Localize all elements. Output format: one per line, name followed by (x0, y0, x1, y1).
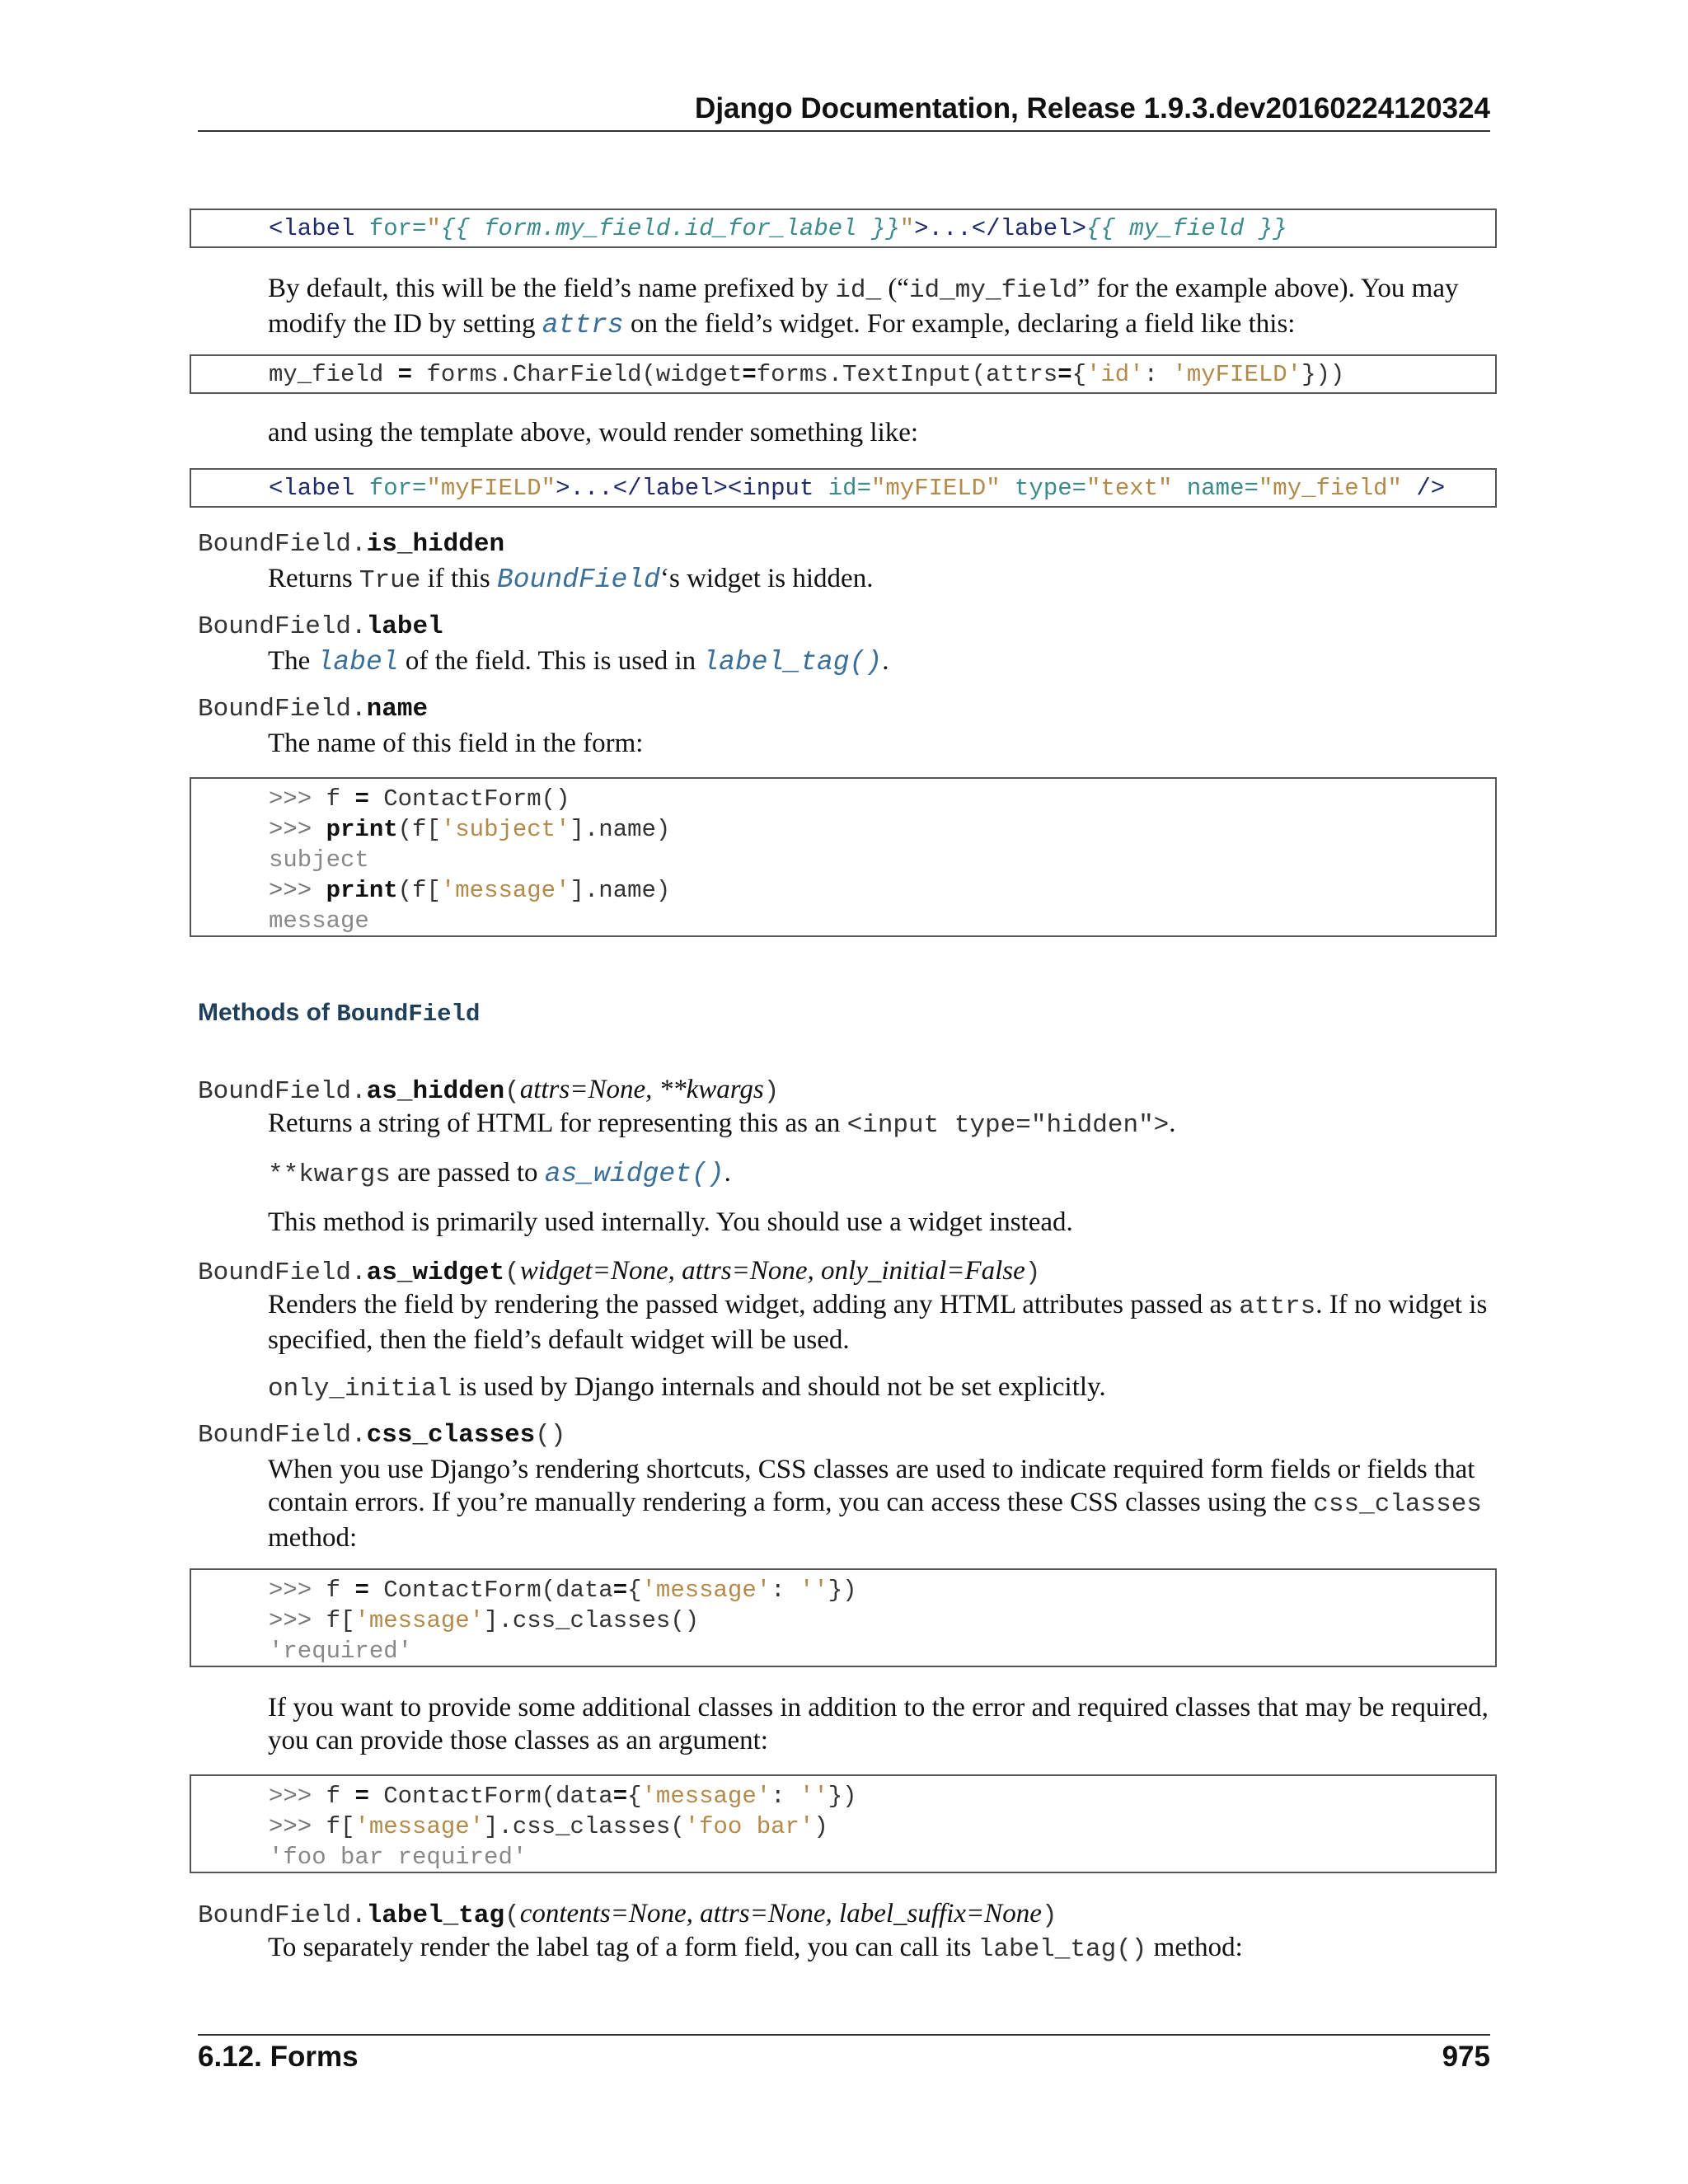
code-token: type= (1015, 475, 1087, 502)
code-token: id= (828, 475, 871, 502)
attrs-link[interactable]: attrs (542, 310, 624, 340)
code-token: >>> (269, 785, 326, 813)
sig-name: as_widget (366, 1258, 505, 1287)
code-token: 'subject' (440, 816, 570, 843)
code-output: 'required' (269, 1638, 413, 1665)
inline-code: id_my_field (908, 276, 1078, 305)
code-token: 'message' (641, 1577, 771, 1604)
sig-args: attrs=None, **kwargs (519, 1075, 764, 1104)
description-as-widget (268, 1288, 1493, 1357)
inline-code: css_classes (1313, 1490, 1482, 1519)
header-divider (198, 130, 1490, 132)
description-as-hidden (268, 1107, 1493, 1142)
inline-code: only_initial (268, 1375, 452, 1404)
text-run: . (882, 646, 889, 676)
text-run: . (1169, 1108, 1176, 1138)
section-heading-methods (198, 999, 480, 1028)
code-output: subject (269, 846, 369, 874)
signature-label-tag: BoundField.label_tag(contents=None, attrs=None, label_suffix=None) (198, 1899, 1057, 1930)
code-token: ContactForm() (368, 785, 570, 813)
code-token: print (326, 816, 398, 843)
signature-css-classes: BoundField.css_classes() (198, 1421, 566, 1450)
description-as-hidden-kwargs (268, 1156, 1493, 1192)
page-header-title: Django Documentation, Release 1.9.3.dev20160224120324 (695, 92, 1490, 124)
text-run: Returns a string of HTML for representing this as an (268, 1108, 847, 1138)
code-token: 'foo bar' (684, 1813, 814, 1840)
code-token: = (612, 1577, 628, 1604)
sig-name: css_classes (366, 1421, 536, 1450)
code-token: 'id' (1086, 361, 1144, 388)
code-token: >>> (269, 816, 326, 843)
footer-section-title: 6.12. Forms (198, 2041, 359, 2073)
sig-name: is_hidden (366, 530, 505, 559)
code-token: = (354, 1577, 369, 1604)
page-number: 975 (1442, 2041, 1490, 2073)
sig-name: label_tag (366, 1901, 505, 1930)
description-label-tag (268, 1931, 1493, 1966)
text-run: method: (1146, 1933, 1243, 1962)
sig-prefix: BoundField. (198, 1901, 367, 1930)
code-token: 'myFIELD' (1172, 361, 1302, 388)
code-token: "myFIELD" (870, 475, 1001, 502)
code-token: >>> (269, 1783, 326, 1810)
code-token: f (326, 785, 355, 813)
sig-prefix: BoundField. (198, 695, 367, 724)
text-run: ” for the example above). You may modify the ID by setting (268, 274, 1459, 339)
code-token: f[ (326, 1607, 355, 1634)
code-output: 'foo bar required' (269, 1844, 528, 1871)
text-run: ‘s widget is hidden. (659, 564, 874, 593)
code-output: message (269, 907, 369, 935)
inline-code: **kwargs (268, 1160, 391, 1189)
signature-label (198, 612, 443, 641)
code-token: = (612, 1783, 628, 1810)
code-token: (f[ (397, 877, 441, 904)
code-token: "text" (1086, 475, 1173, 502)
code-token: ].name) (570, 816, 671, 843)
code-block-css-classes (190, 1568, 1497, 1667)
code-token: ) (814, 1813, 828, 1840)
sig-prefix: BoundField. (198, 530, 367, 559)
boundfield-link[interactable]: BoundField (496, 565, 660, 595)
inline-code: attrs (1239, 1292, 1316, 1321)
paragraph-render-intro: and using the template above, would render something like: (268, 418, 919, 448)
code-block-label-template (190, 209, 1497, 248)
code-token: : (771, 1783, 799, 1810)
signature-as-hidden: BoundField.as_hidden(attrs=None, **kwargs) (198, 1075, 780, 1106)
code-token: ].css_classes( (484, 1813, 685, 1840)
code-token: >>> (269, 1813, 326, 1840)
label-tag-link[interactable]: label_tag() (702, 647, 883, 677)
code-token: ContactForm(data (368, 1783, 613, 1810)
code-block-name-example (190, 777, 1497, 937)
footer-divider (198, 2034, 1490, 2036)
code-token: = (1057, 361, 1072, 388)
code-token: "myFIELD" (426, 475, 556, 502)
code-token: 'message' (354, 1813, 485, 1840)
code-token: name= (1186, 475, 1259, 502)
code-token: >>> (269, 1607, 326, 1634)
code-token: })) (1301, 361, 1345, 388)
description-as-hidden-internal: This method is primarily used internally. You should use a widget instead. (268, 1207, 1073, 1237)
label-link[interactable]: label (316, 647, 399, 677)
code-token: 'message' (641, 1783, 771, 1810)
description-css-classes (268, 1453, 1493, 1554)
text-run: . If no widget is specified, then the field’s default widget will be used. (268, 1290, 1488, 1355)
sig-prefix: BoundField. (198, 1258, 367, 1287)
sig-prefix: BoundField. (198, 1077, 367, 1106)
paragraph-default-id (268, 272, 1493, 342)
text-run: By default, this will be the field’s name prefixed by (268, 274, 836, 303)
text-run: of the field. This is used in (398, 646, 703, 676)
code-block-rendered-html (190, 468, 1497, 508)
code-token: }) (828, 1783, 857, 1810)
code-token: <label (269, 475, 355, 502)
description-is-hidden (268, 562, 1493, 598)
inline-code: <input type="hidden"> (846, 1111, 1170, 1140)
code-token: = (397, 361, 413, 388)
code-token: forms.TextInput(attrs (756, 361, 1058, 388)
text-run: (“ (881, 274, 909, 303)
code-token: ].css_classes() (484, 1607, 700, 1634)
signature-is-hidden (198, 530, 504, 559)
code-token: for= (368, 215, 427, 242)
inline-code: True (359, 566, 421, 595)
inline-code: id_ (835, 276, 882, 305)
code-token: '' (799, 1577, 828, 1604)
code-token: ].name) (570, 877, 671, 904)
text-run: on the field’s widget. For example, declaring a field like this: (623, 309, 1296, 339)
as-widget-link[interactable]: as_widget() (544, 1159, 724, 1189)
code-token: '' (799, 1783, 828, 1810)
code-block-css-classes-args (190, 1774, 1497, 1873)
heading-code: BoundField (336, 1001, 481, 1028)
code-token: 'message' (354, 1607, 485, 1634)
code-token: }) (828, 1577, 857, 1604)
code-token: f[ (326, 1813, 355, 1840)
text-run: method: (268, 1523, 358, 1553)
code-token: /> (1416, 475, 1446, 502)
sig-name: as_hidden (366, 1077, 505, 1106)
code-token: {{ my_field }} (1086, 215, 1287, 242)
code-token: my_field (269, 361, 398, 388)
paragraph-additional-classes: If you want to provide some additional classes in addition to the error and required classes that may be required, you can provide those classes as an argument: (268, 1693, 1489, 1755)
code-token: { (627, 1783, 642, 1810)
sig-args: widget=None, attrs=None, only_initial=False (519, 1256, 1025, 1286)
sig-name: name (366, 695, 429, 724)
code-token: <label (269, 215, 355, 242)
code-token: (f[ (397, 816, 441, 843)
code-token: f (326, 1577, 355, 1604)
heading-text: Methods of (198, 999, 337, 1026)
code-token: ContactForm(data (368, 1577, 613, 1604)
sig-args: contents=None, attrs=None, label_suffix=None (519, 1899, 1042, 1929)
code-token: {{ form.my_field.id_for_label }} (440, 215, 900, 242)
sig-prefix: BoundField. (198, 1421, 367, 1450)
text-run: Renders the field by rendering the passed widget, adding any HTML attributes passed as (268, 1290, 1240, 1319)
description-label (268, 644, 1493, 679)
code-token: " (426, 215, 441, 242)
code-token: "my_field" (1258, 475, 1402, 502)
code-token: >>> (269, 1577, 326, 1604)
code-token: for= (368, 475, 427, 502)
text-run: Returns (268, 564, 359, 593)
code-token: : (771, 1577, 799, 1604)
code-token: >...</label> (914, 215, 1086, 242)
code-token: { (1071, 361, 1086, 388)
text-run: are passed to (390, 1158, 545, 1188)
text-run: is used by Django internals and should not be set explicitly. (452, 1372, 1106, 1402)
text-run: To separately render the label tag of a form field, you can call its (268, 1933, 978, 1962)
code-token: = (354, 785, 369, 813)
description-only-initial (268, 1371, 1493, 1406)
code-token: print (326, 877, 398, 904)
code-token: : (1143, 361, 1173, 388)
code-token: { (627, 1577, 642, 1604)
code-token: = (354, 1783, 369, 1810)
code-token: f (326, 1783, 355, 1810)
code-token: 'message' (440, 877, 570, 904)
text-run: The (268, 646, 317, 676)
sig-prefix: BoundField. (198, 612, 367, 641)
code-block-charfield (190, 354, 1497, 394)
text-run: . (724, 1158, 731, 1188)
signature-as-widget: BoundField.as_widget(widget=None, attrs=None, only_initial=False) (198, 1256, 1041, 1287)
code-token: " (899, 215, 915, 242)
code-token: >>> (269, 877, 326, 904)
code-token: forms.CharField(widget (412, 361, 743, 388)
inline-code: label_tag() (978, 1935, 1147, 1964)
signature-name (198, 695, 428, 724)
code-token: >...</label><input (556, 475, 814, 502)
sig-name: label (366, 612, 443, 641)
code-token: = (742, 361, 757, 388)
text-run: When you use Django’s rendering shortcuts, CSS classes are used to indicate required form fields or fields that contain errors. If you’re manually rendering a form, you can access these CSS classes using the (268, 1455, 1475, 1517)
text-run: if this (420, 564, 497, 593)
description-name: The name of this field in the form: (268, 729, 644, 758)
